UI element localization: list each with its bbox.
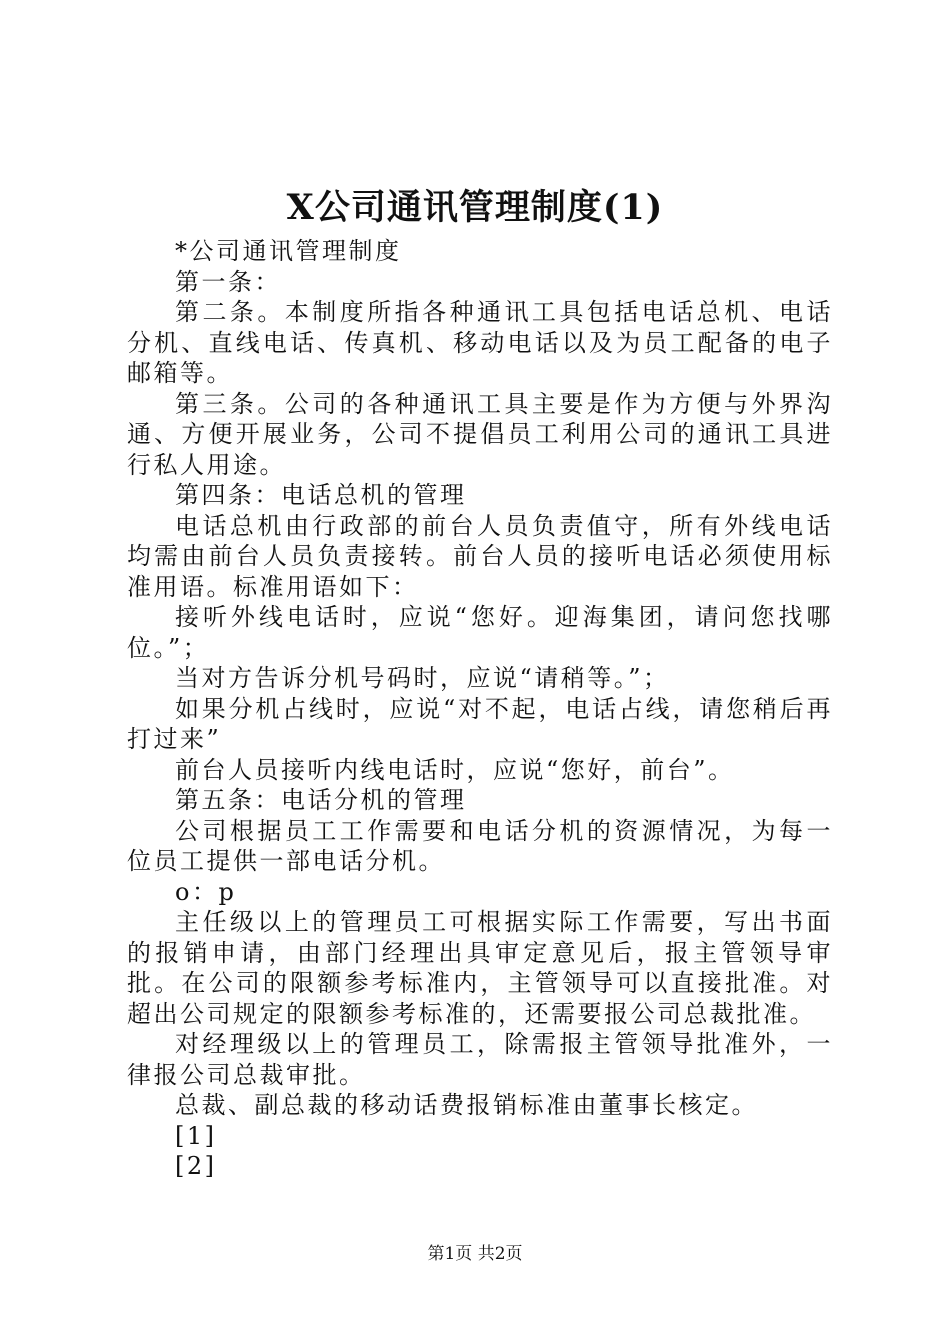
paragraph: 公司根据员工工作需要和电话分机的资源情况，为每一位员工提供一部电话分机。 (127, 816, 833, 875)
paragraph: [1] (175, 1121, 217, 1150)
paragraph: *公司通讯管理制度 (175, 237, 402, 265)
page-footer (0, 1243, 950, 1265)
paragraph: 第五条：电话分机的管理 (175, 786, 467, 814)
paragraph: 第三条。公司的各种通讯工具主要是作为方便与外界沟通、方便开展业务，公司不提倡员工利用公司的通讯工具进行私人用途。 (127, 389, 833, 479)
paragraph: 总裁、副总裁的移动话费报销标准由董事长核定。 (175, 1091, 758, 1119)
paragraph: 当对方告诉分机号码时，应说“请稍等。”； (175, 664, 670, 692)
paragraph: 电话总机由行政部的前台人员负责值守，所有外线电话均需由前台人员负责接转。前台人员的接听电话必须使用标准用语。标准用语如下： (127, 511, 833, 601)
page-number: 第1页 共2页 (427, 1244, 523, 1264)
paragraph: 如果分机占线时，应说“对不起，电话占线，请您稍后再打过来” (127, 694, 833, 753)
paragraph: 第四条：电话总机的管理 (175, 481, 467, 509)
paragraph: 第一条： (175, 267, 281, 296)
document-body (127, 236, 833, 1182)
document-title: X公司通讯管理制度(1) (286, 187, 664, 228)
paragraph: 主任级以上的管理员工可根据实际工作需要，写出书面的报销申请，由部门经理出具审定意见后，报主管领导审批。在公司的限额参考标准内，主管领导可以直接批准。对超出公司规定的限额参考标准的，还需要报公司总裁批准。 (127, 908, 833, 1028)
paragraph: 接听外线电话时，应说“您好。迎海集团，请问您找哪位。”； (127, 603, 833, 662)
paragraph: 对经理级以上的管理员工，除需报主管领导批准外，一律报公司总裁审批。 (127, 1030, 833, 1089)
paragraph: [2] (175, 1152, 217, 1180)
paragraph: 前台人员接听内线电话时，应说“您好，前台”。 (175, 755, 735, 784)
paragraph: 第二条。本制度所指各种通讯工具包括电话总机、电话分机、直线电话、传真机、移动电话以及为员工配备的电子邮箱等。 (127, 298, 833, 387)
paragraph: o：p (175, 877, 237, 906)
